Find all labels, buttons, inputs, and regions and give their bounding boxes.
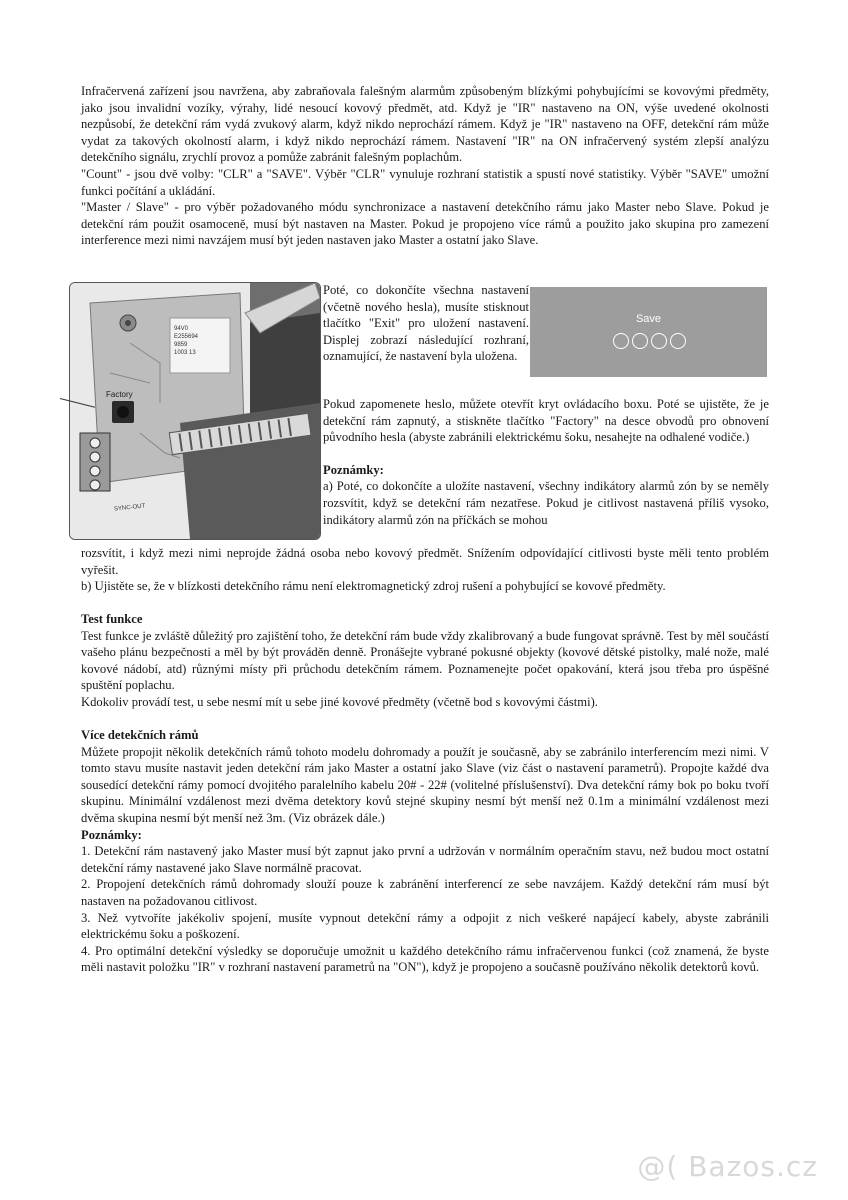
test-section (81, 611, 769, 711)
notes-continuation (81, 545, 769, 595)
intro-paragraph-master-slave: "Master / Slave" - pro výběr požadovaného módu synchronizace a nastavení detekčního rámu jako Master nebo Slave. Pokud je detekční rám použit osamoceně, musí být nastaven na Master. Pokud je propojeno více rámů a použito jako skupina pro zamezení interference mezi nimi navzájem musí být jeden nastaven jako Master a ostatní jako Slave. (81, 200, 769, 248)
intro-paragraph-count: "Count" - jsou dvě volby: "CLR" a "SAVE". Výběr "CLR" vynuluje rozhraní statistik a spustí nové statistiky. Výběr "SAVE" umožní funkci počítání a ukládání. (81, 166, 769, 198)
multi-note-1: 1. Detekční rám nastavený jako Master musí být zapnut jako první a udržován v normálním operačním stavu, než budou moct ostatní detekční rámy nastavené jako Slave normálně pracovat. (81, 844, 769, 875)
note-a-part2: rozsvítit, i když mezi nimi neprojde žádná osoba nebo kovový předmět. Snížením odpovídající citlivosti byste měli tento problém vyřešit. (81, 546, 769, 577)
board-label-line: 94V0 (174, 326, 189, 332)
forgot-password-paragraph: Pokud zapomenete heslo, můžete otevřít kryt ovládacího boxu. Poté se ujistěte, že je detekční rám zapnutý, a stiskněte tlačítko "Factory" na desce obvodů pro obnovení původního hesla (abyste zabránili elektrickému šoku, nesahejte na odhalené vodiče.) (323, 397, 769, 445)
progress-dot-icon (632, 333, 648, 349)
bazos-watermark: @( Bazos.cz (637, 1150, 818, 1183)
multi-paragraph: Můžete propojit několik detekčních rámů tohoto modelu dohromady a použít je současně, aby se zabránilo interferencím mezi nimi. V tomto stavu musíte nastavit jeden detekční rám jako Master a ostatní jako Slave (viz část o nastavení parametrů). Propojte každé dva sousedící detekční rámy pomocí dvojitého paralelního kabelu 20# - 22# (volitelné příslušenství). Dva detekční rámy bok po boku tvoří skupinu. Minimální vzdálenost mezi dvěma detektory kovů stejné skupiny nesmí být menší než 0.1m a minimální vzdálenost mezi dvěma skupina nesmí být menší než 3m. (Viz obrázek dále.) (81, 744, 769, 825)
board-label-line: 1003 13 (174, 350, 196, 356)
save-progress-dots (613, 333, 693, 351)
progress-dot-icon (651, 333, 667, 349)
board-label-line: E255694 (174, 334, 199, 340)
board-label-sticker (174, 325, 198, 357)
save-display-panel (530, 287, 767, 377)
multi-note-2: 2. Propojení detekčních rámů dohromady slouží pouze k zabránění interferencí ze sebe navzájem. Každý detekční rám musí být nastaven na požadovanou citlivost. (81, 877, 769, 908)
sync-out-label: SYNC-OUT (113, 503, 146, 513)
note-a-part1: a) Poté, co dokončíte a uložíte nastavení, všechny indikátory alarmů zón by se neměly rozsvítit, když se detekční rám nezatřese. Pokud je citlivost nastavená příliš vysoko, indikátory alarmů zón na příčkách se mohou (323, 479, 769, 527)
multi-frame-section (81, 727, 769, 976)
multi-notes-heading: Poznámky: (81, 827, 142, 842)
notes-heading: Poznámky: (323, 462, 384, 477)
multi-heading: Více detekčních rámů (81, 728, 199, 742)
intro-paragraph-ir: Infračervená zařízení jsou navržena, aby zabraňovala falešným alarmům způsobeným blízkými pohybujícími se kovovými předměty, jako jsou invalidní vozíky, výrahy, lidé nesoucí kovový předmět, atd. Když je "IR" nastaveno na ON, výše uvedené okolnosti nezpůsobí, že detekční rám vydá zvukový alarm, když nikdo neprochází rámem. Když je "IR" nastaveno na OFF, detekční rám může vydat za takových okolností alarm, i když nikdo neprochází rámem. Nastavení "IR" na ON infračervený systém zlepší analýzu detekčního signálu, zrychlí provoz a pomůže zabránit falešným poplachům. (81, 84, 769, 165)
factory-button-label: Factory (106, 390, 133, 399)
test-paragraph-1: Test funkce je zvláště důležitý pro zajištění toho, že detekční rám bude vždy zkalibrovaný a bude fungovat správně. Test by měl součástí vašeho plánu bezpečnosti a měl by být prováděn denně. Pronášejte vybrané pokusné objekty (kovové dětské pistolky, malé nože, malé kovové nádobí, atd) různými místy při průchodu detekčním rámem. Poznamenejte počet opakování, která jsou třeba pro úspěšné spuštění poplachu. (81, 628, 769, 693)
intro-section (81, 83, 769, 249)
circuit-board-photo (69, 282, 321, 540)
progress-dot-icon (670, 333, 686, 349)
multi-note-3: 3. Než vytvoříte jakékoliv spojení, musíte vypnout detekční rámy a odpojit z nich veškeré napájecí kabely, abyste zabránili elektrickému šoku a poškození. (81, 910, 769, 942)
right-column-text (323, 396, 769, 528)
after-settings-paragraph: Poté, co dokončíte všechna nastavení (včetně nového hesla), musíte stisknout tlačítko "Exit" pro uložení nastavení. Displej zobrazí následující rozhraní, oznamující, že nastavení byla uložena. (323, 283, 529, 364)
after-settings-text (323, 282, 529, 365)
test-paragraph-2: Kdokoliv provádí test, u sebe nesmí mít u sebe jiné kovové předměty (včetně bod s kovovými částmi). (81, 694, 598, 709)
test-heading: Test funkce (81, 612, 143, 626)
save-display-label: Save (635, 313, 662, 325)
board-label-line: 9859 (174, 342, 188, 348)
note-b: b) Ujistěte se, že v blízkosti detekčního rámu není elektromagnetický zdroj rušení a pohybující se kovové předměty. (81, 579, 666, 594)
progress-dot-icon (613, 333, 629, 349)
multi-note-4: 4. Pro optimální detekční výsledky se doporučuje umožnit u každého detekčního rámu infračervenou funkci (což znamená, že byste měli nastavit položku "IR" v rozhraní nastavení parametrů na "ON"), když je propojeno a současně používáno několik detektorů kovů. (81, 943, 769, 975)
